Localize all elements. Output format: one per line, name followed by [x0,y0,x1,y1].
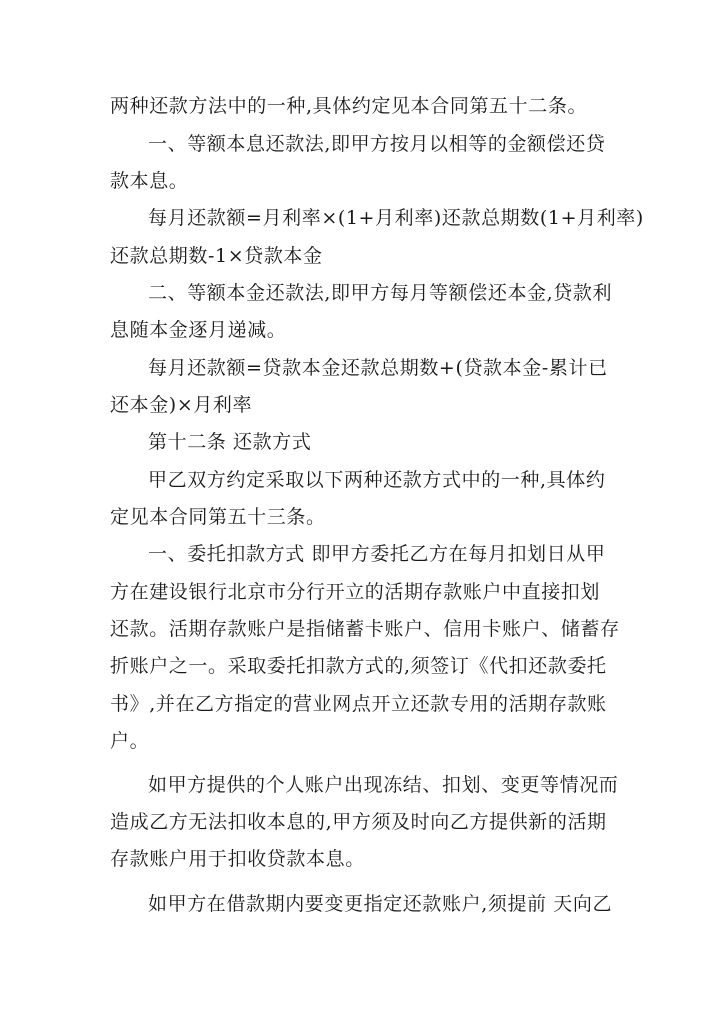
text-line: 还本金)×月利率 [110,394,253,416]
text-line: 两种还款方法中的一种,具体约定见本合同第五十二条。 [110,95,588,117]
text-line: 还款总期数-1×贷款本金 [110,245,323,267]
text-line: 一、委托扣款方式 即甲方委托乙方在每月扣划日从甲 [148,543,606,565]
text-line: 存款账户用于扣收贷款本息。 [110,848,365,870]
section-heading: 第十二条 还款方式 [148,431,312,453]
text-line: 每月还款额=月利率×(1+月利率)还款总期数(1+月利率) [148,207,644,229]
text-line: 每月还款额=贷款本金还款总期数+(贷款本金-累计已 [148,357,608,379]
text-line: 甲乙双方约定采取以下两种还款方式中的一种,具体约 [148,469,606,491]
text-line: 还款。活期存款账户是指储蓄卡账户、信用卡账户、储蓄存 [110,618,620,640]
text-line: 二、等额本金还款法,即甲方每月等额偿还本金,贷款利 [148,282,613,304]
text-line: 户。 [110,730,150,752]
text-line: 造成乙方无法扣收本息的,甲方须及时向乙方提供新的活期 [110,811,607,833]
text-line: 方在建设银行北京市分行开立的活期存款账户中直接扣划 [110,581,601,603]
text-line: 如甲方在借款期内要变更指定还款账户,须提前 天向乙 [148,893,613,915]
text-line: 款本息。 [110,170,189,192]
text-line: 一、等额本息还款法,即甲方按月以相等的金额偿还贷 [148,133,606,155]
text-line: 如甲方提供的个人账户出现冻结、扣划、变更等情况而 [148,774,619,796]
text-line: 定见本合同第五十三条。 [110,506,326,528]
text-line: 折账户之一。采取委托扣款方式的,须签订《代扣还款委托 [110,655,607,677]
text-line: 息随本金逐月递减。 [110,319,287,341]
text-line: 书》,并在乙方指定的营业网点开立还款专用的活期存款账 [110,693,607,715]
